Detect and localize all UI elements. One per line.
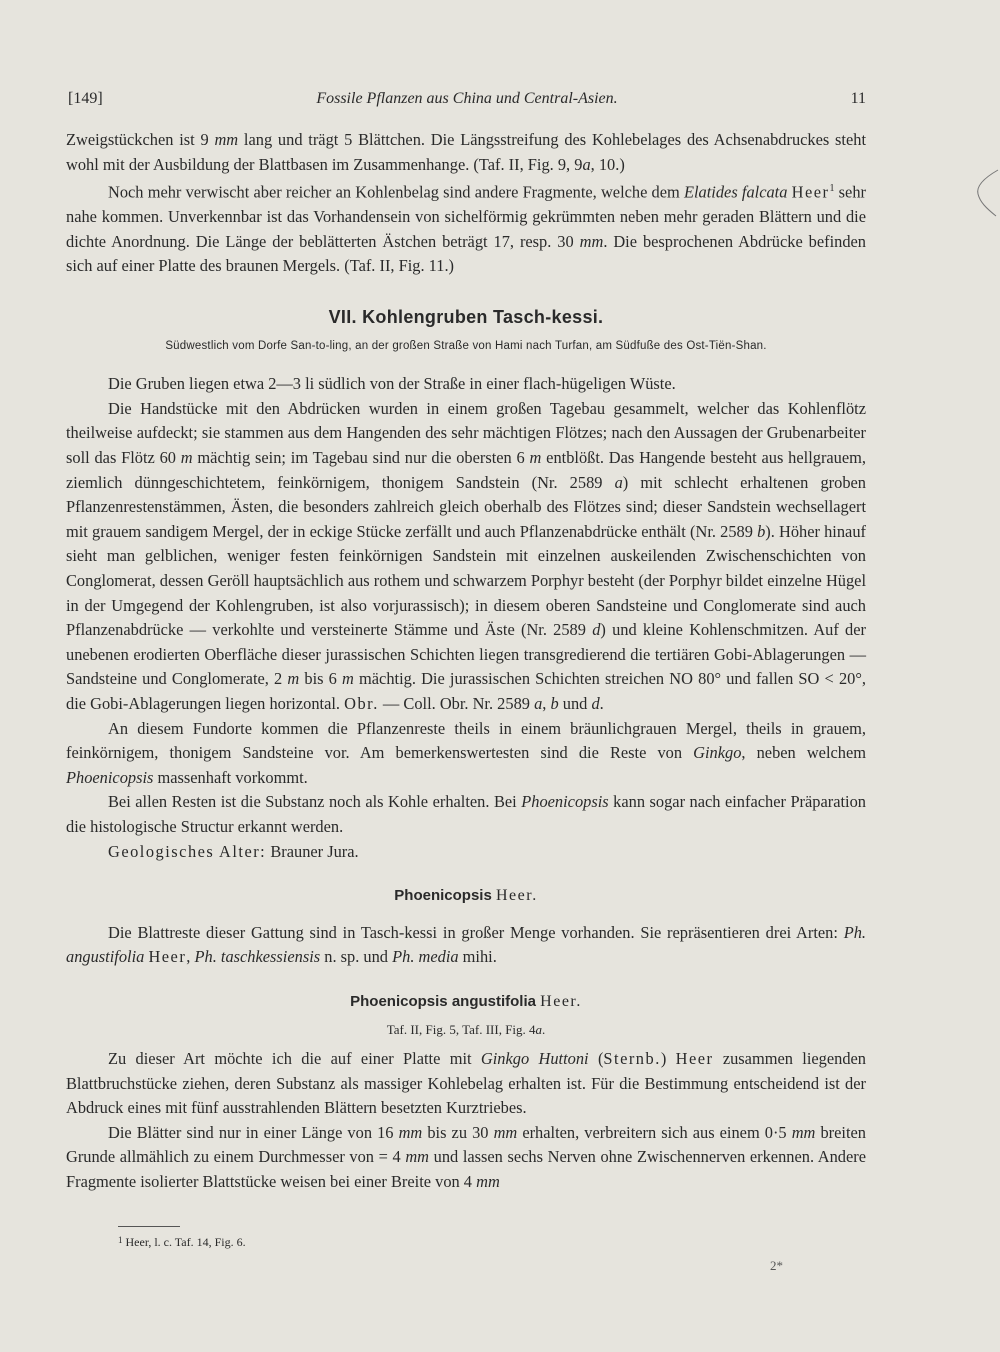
paragraph: Die Blattreste dieser Gattung sind in Tasch-kessi in großer Menge vorhanden. Sie repräsentieren drei Arten: Ph. angustifolia Heer, Ph. taschkessiensis n. sp. und Ph. media mihi.: [66, 922, 866, 967]
species-heading: Phoenicopsis angustifolia Heer.: [350, 992, 582, 1010]
footnote-reference[interactable]: 1: [829, 183, 835, 195]
taxon-name: Ph. taschkessiensis: [194, 947, 321, 967]
taxon-name: Ph. angustifolia: [66, 922, 866, 967]
paragraph: Zweigstückchen ist 9 mm lang und trägt 5 Blättchen. Die Längsstreifung des Kohlebelages des Achsenabdruckes steht wohl mit der Ausbildung der Blattbasen im Zusammenhange. (Taf. II, Fig. 9, 9a, 10.): [66, 130, 867, 174]
taxon-name: Elatides falcata: [683, 182, 788, 202]
paragraph: Bei allen Resten ist die Substanz noch als Kohle erhalten. Bei Phoenicopsis kann sogar nach einfacher Präparation die histologische Structur erkannt werden.: [66, 792, 866, 836]
author-name: Obr.: [344, 693, 379, 713]
geologic-age-value: Brauner Jura.: [266, 841, 359, 861]
footnote: [118, 1235, 246, 1250]
paragraph: Die Handstücke mit den Abdrücken wurden in einem großen Tagebau gesammelt, welcher das Kohlenflötz theilweise aufdeckt; sie stammen aus dem Hangenden des sehr mächtigen Flötzes; nach den Aussagen der Grubenarbeiter soll das Flötz 60 m mächtig sein; im Tagebau sind nur die obersten 6 m entblößt. Das Hangende besteht aus hellgrauem, ziemlich dünngeschichtetem, feinkörnigem, thonigem Sandstein (Nr. 2589 a) mit schlecht erhaltenen groben Pflanzenrestenstämmen, Ästen, die besonders zahlreich gleich oberhalb des Flötzes sind; dieser Sandstein wechsellagert mit grauem sandigem Mergel, der in eckige Stücke zerfällt und auch Pflanzenabdrücke enthält (Nr. 2589 b). Höher hinauf sieht man gelblichen, weniger festen feinkörnigen Sandstein mit einzelnen auskeilenden Zwischenschichten von Conglomerat, dessen Geröll hauptsächlich aus rothem und schwarzem Porphyr besteht (der Porphyr bildet einzelne Hügel in der Umgegend der Kohlengruben, ist also vorjurassisch); in diesem oberen Sandsteine und Conglomerate sind auch Pflanzenabdrücke — verkohlte und versteinerte Stämme und Äste (Nr. 2589 d) und kleine Kohlenschmitzen. Auf der unebenen erodierten Oberfläche dieser jurassischen Schichten liegen transgredierend die tertiären Gobi-Ablagerungen — Sandsteine und Conglomerate, 2 m bis 6 m mächtig. Die jurassischen Schichten streichen NO 80° und fallen SO < 20°, die Gobi-Ablagerungen liegen horizontal. Obr. — Coll. Obr. Nr. 2589 a, b und d.: [66, 398, 867, 713]
body-text: [66, 128, 866, 1195]
paragraph: Zu dieser Art möchte ich die auf einer Platte mit Ginkgo Huttoni (Sternb.) Heer zusammen liegenden Blattbruchstücke ziehen, deren Substanz als massiger Kohlebelag erhalten ist. Für die Bestimmung entscheidend ist der Abdruck eines mit fünf ausstrahlenden Blättern besetzten Kurztriebes.: [66, 1049, 866, 1118]
geologic-age-label: Geologisches Alter:: [108, 841, 267, 861]
taxon-name: Phoenicopsis: [66, 767, 154, 787]
genus-heading: Phoenicopsis Heer.: [394, 887, 538, 905]
author-name: Heer: [148, 947, 187, 967]
author-name: Sternb.: [603, 1049, 661, 1069]
footnote-mark: 1: [118, 1235, 123, 1245]
author-name: Heer: [675, 1049, 714, 1069]
paragraph: [66, 840, 866, 865]
section-heading: VII. Kohlengruben Tasch-kessi.: [328, 307, 604, 328]
footnote-divider: [118, 1226, 180, 1227]
taxon-name: Phoenicopsis: [521, 792, 609, 812]
paragraph: Noch mehr verwischt aber reicher an Kohlenbelag sind andere Fragmente, welche dem Elatides falcata Heer$^1$ sehr nahe kommen. Unverkennbar ist das Vorhandensein von sichelförmig gekrümmten neben mehr geraden Blättern und die dichte Anordnung. Die Länge der beblätterten Ästchen beträgt 17, resp. 30 mm. Die besprochenen Abdrücke befinden sich auf einer Platte des braunen Mergels. (Taf. II, Fig. 11.): [66, 182, 866, 276]
page-bracket-number: [149]: [68, 90, 103, 107]
running-title: Fossile Pflanzen aus China und Central-Asien.: [316, 90, 618, 107]
taxon-name: Ph. media: [392, 947, 459, 967]
running-header: [68, 90, 866, 114]
author-name: Heer: [791, 182, 830, 202]
footnote-text: Heer, l. c. Taf. 14, Fig. 6.: [122, 1235, 246, 1249]
taxon-name: Ginkgo: [693, 743, 742, 763]
plate-reference: Taf. II, Fig. 5, Taf. III, Fig. 4a.: [386, 1022, 546, 1038]
paragraph: Die Gruben liegen etwa 2—3 li südlich von der Straße in einer flach-hügeligen Wüste.: [108, 374, 676, 394]
signature-mark: 2*: [770, 1258, 783, 1273]
margin-pencil-mark: [972, 168, 1000, 218]
paragraph: An diesem Fundorte kommen die Pflanzenreste theils in einem bräunlichgrauen Mergel, theils in grauem, feinkörnigem, thonigem Sandsteine vor. Am bemerkenswertesten sind die Reste von Ginkgo, neben welchem Phoenicopsis massenhaft vorkommt.: [66, 718, 867, 787]
paragraph: Die Blätter sind nur in einer Länge von 16 mm bis zu 30 mm erhalten, verbreitern sich aus einem 0·5 mm breiten Grunde allmählich zu einem Durchmesser von = 4 mm und lassen sechs Nerven ohne Zwischennerven erkennen. Andere Fragmente isolierter Blattstücke weisen bei einer Breite von 4 mm: [66, 1122, 866, 1192]
taxon-name: Ginkgo Huttoni: [480, 1049, 589, 1069]
page-number: 11: [850, 90, 866, 107]
section-subtitle: Südwestlich vom Dorfe San-to-ling, an der großen Straße von Hami nach Turfan, am Südfuße des Ost-Tiën-Shan.: [165, 339, 767, 352]
